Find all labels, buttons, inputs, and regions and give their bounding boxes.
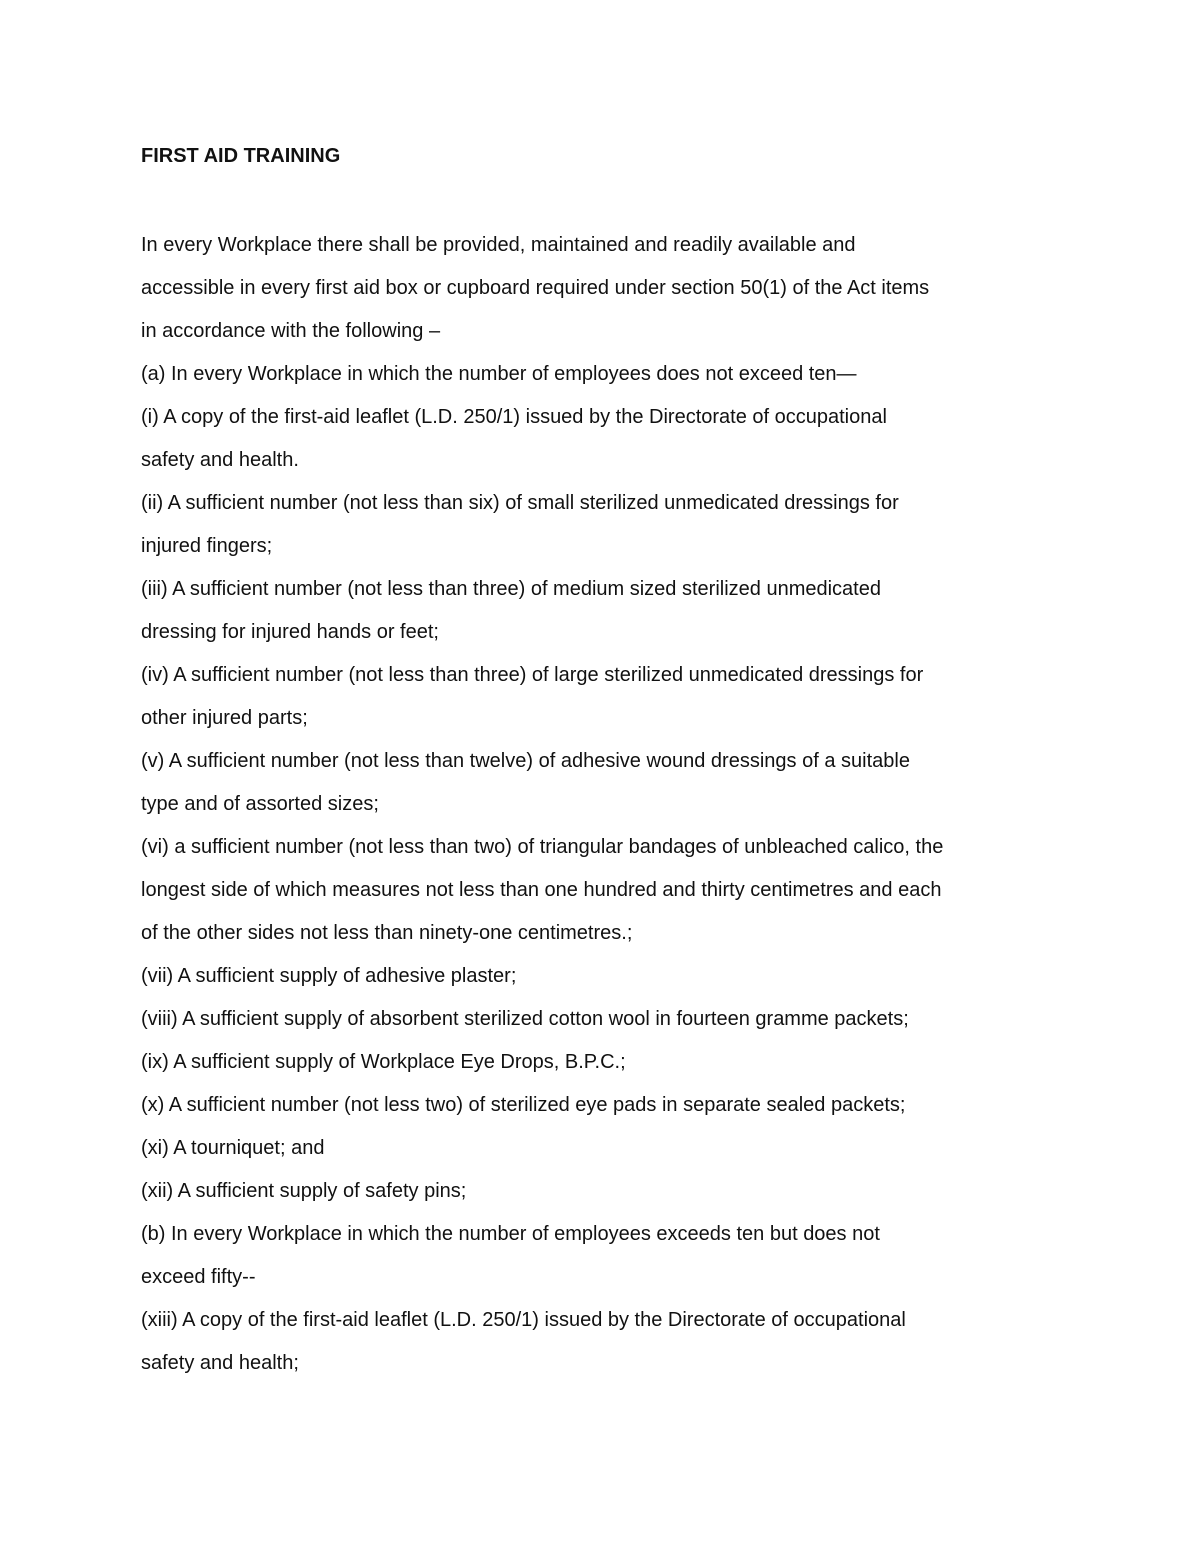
text-line: (xii) A sufficient supply of safety pins;: [141, 1180, 467, 1202]
text-line: (b) In every Workplace in which the number of employees exceeds ten but does not: [141, 1223, 880, 1245]
text-line: (iv) A sufficient number (not less than three) of large sterilized unmedicated dressings for: [141, 664, 924, 686]
title-spacer: [141, 174, 1071, 224]
text-line: (iii) A sufficient number (not less than three) of medium sized sterilized unmedicated: [141, 578, 881, 600]
text-line: (xi) A tourniquet; and: [141, 1137, 325, 1159]
text-line: injured fingers;: [141, 535, 273, 557]
text-line: In every Workplace there shall be provided, maintained and readily available and: [141, 234, 856, 256]
text-line: other injured parts;: [141, 707, 308, 729]
text-line: (vii) A sufficient supply of adhesive plaster;: [141, 965, 517, 987]
text-line: (x) A sufficient number (not less two) of sterilized eye pads in separate sealed packets;: [141, 1094, 906, 1116]
text-line: (viii) A sufficient supply of absorbent sterilized cotton wool in fourteen gramme packets;: [141, 1008, 909, 1030]
text-line: (a) In every Workplace in which the number of employees does not exceed ten—: [141, 363, 857, 385]
text-line: in accordance with the following –: [141, 320, 441, 342]
text-line: type and of assorted sizes;: [141, 793, 379, 815]
text-line: safety and health;: [141, 1352, 299, 1374]
text-line: exceed fifty--: [141, 1266, 256, 1288]
text-line: (xiii) A copy of the first-aid leaflet (L.D. 250/1) issued by the Directorate of occupational: [141, 1309, 906, 1331]
text-line: dressing for injured hands or feet;: [141, 621, 439, 643]
text-line: accessible in every first aid box or cupboard required under section 50(1) of the Act items: [141, 277, 930, 299]
document-body: [141, 138, 1071, 1385]
text-line: (v) A sufficient number (not less than twelve) of adhesive wound dressings of a suitable: [141, 750, 910, 772]
text-line: longest side of which measures not less than one hundred and thirty centimetres and each: [141, 879, 942, 901]
text-line: (i) A copy of the first-aid leaflet (L.D. 250/1) issued by the Directorate of occupational: [141, 406, 887, 428]
text-line: (ix) A sufficient supply of Workplace Eye Drops, B.P.C.;: [141, 1051, 626, 1073]
text-line: (vi) a sufficient number (not less than two) of triangular bandages of unbleached calico, the: [141, 836, 944, 858]
text-line: safety and health.: [141, 449, 299, 471]
document-title: FIRST AID TRAINING: [141, 145, 341, 167]
text-line: of the other sides not less than ninety-one centimetres.;: [141, 922, 633, 944]
text-line: (ii) A sufficient number (not less than six) of small sterilized unmedicated dressings for: [141, 492, 899, 514]
